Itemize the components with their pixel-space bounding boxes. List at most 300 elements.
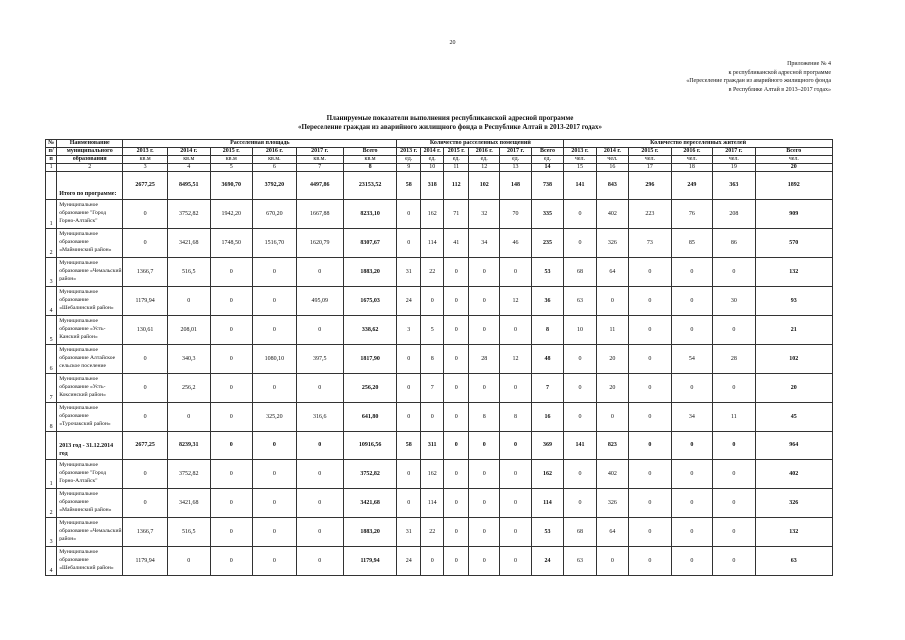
row-number-text: 8 [49,424,53,430]
value-cell: 223 [629,200,672,229]
table-header [46,140,833,172]
value-cell: 964 [755,432,832,460]
row-number-text: 3 [49,279,53,285]
value-cell: 0 [629,518,672,547]
value-cell: 102 [755,345,832,374]
value-cell: 0 [596,287,628,316]
row-number-text: 4 [49,308,53,314]
value-cell: 0 [210,489,253,518]
table-row [46,460,833,489]
value-cell: 132 [755,518,832,547]
value-cell: 0 [296,258,343,287]
value-cell: 0 [629,432,672,460]
value-cell: 41 [444,229,469,258]
row-number-text: 2 [49,250,53,256]
municipality-name: Муниципальное образование «Усть-Канский район» [57,316,123,345]
header-rooms-group: Количество расселенных помещений [397,140,564,148]
header-column-number: 15 [564,164,596,172]
value-cell: 0 [564,229,596,258]
header-unit: чел. [629,156,672,164]
header-column-number: 17 [629,164,672,172]
header-year: Всего [531,148,564,156]
row-number-text: 6 [49,366,53,372]
header-column-number: 4 [167,164,210,172]
table-row [46,345,833,374]
table-row [46,547,833,576]
value-cell: 0 [469,460,500,489]
header-no: № [46,140,57,148]
municipality-name: Муниципальное образование «Шебалинский район» [57,547,123,576]
value-cell: 1080,10 [253,345,297,374]
document-title [120,114,780,132]
value-cell: 2677,25 [123,172,168,200]
value-cell: 162 [531,460,564,489]
header-year: 2016 г. [469,148,500,156]
header-unit: чел. [713,156,756,164]
value-cell: 0 [444,547,469,576]
row-number [46,460,57,489]
value-cell: 1366,7 [123,258,168,287]
value-cell: 8239,31 [167,432,210,460]
value-cell: 0 [253,547,297,576]
value-cell: 31 [397,258,421,287]
value-cell: 24 [397,287,421,316]
value-cell: 0 [564,403,596,432]
value-cell: 0 [210,403,253,432]
header-year: 2016 г. [671,148,712,156]
value-cell: 11 [713,403,756,432]
value-cell: 141 [564,432,596,460]
value-cell: 73 [629,229,672,258]
header-unit: ед. [397,156,421,164]
value-cell: 0 [210,460,253,489]
header-column-number: 9 [397,164,421,172]
value-cell: 249 [671,172,712,200]
value-cell: 1179,94 [123,287,168,316]
row-number-text: 2 [49,510,53,516]
value-cell: 0 [253,374,297,403]
value-cell: 0 [671,287,712,316]
municipality-name: Муниципальное образование «Чемальский район» [57,258,123,287]
value-cell: 22 [420,258,444,287]
header-column-number: 5 [210,164,253,172]
header-column-number: 12 [469,164,500,172]
value-cell: 162 [420,460,444,489]
value-cell: 10 [564,316,596,345]
row-number [46,403,57,432]
value-cell: 0 [671,316,712,345]
value-cell: 0 [210,432,253,460]
value-cell: 0 [253,287,297,316]
header-unit: ед. [500,156,531,164]
header-year: 2013 г. [564,148,596,156]
header-year: 2015 г. [629,148,672,156]
value-cell: 0 [629,547,672,576]
header-column-number: 10 [420,164,444,172]
header-no: п/ [46,148,57,156]
value-cell: 1179,94 [343,547,397,576]
value-cell: 402 [596,460,628,489]
value-cell: 5 [420,316,444,345]
value-cell: 1883,20 [343,518,397,547]
value-cell: 11 [596,316,628,345]
value-cell: 12 [500,287,531,316]
value-cell: 0 [167,547,210,576]
appendix-line: «Переселение граждан из аварийного жилищного фонда [686,78,831,84]
value-cell: 46 [500,229,531,258]
value-cell: 0 [296,316,343,345]
municipality-name: Муниципальное образование «Майминский район» [57,489,123,518]
value-cell: 0 [444,374,469,403]
header-column-number: 6 [253,164,297,172]
value-cell: 738 [531,172,564,200]
row-number-text: 4 [49,568,53,574]
row-number [46,518,57,547]
value-cell: 3421,68 [167,489,210,518]
value-cell: 0 [397,374,421,403]
value-cell: 0 [210,316,253,345]
row-number [46,258,57,287]
value-cell: 0 [167,403,210,432]
row-number [46,345,57,374]
value-cell: 32 [469,200,500,229]
header-column-number: 7 [296,164,343,172]
value-cell: 28 [469,345,500,374]
header-column-number: 11 [444,164,469,172]
value-cell: 48 [531,345,564,374]
value-cell: 132 [755,258,832,287]
value-cell: 4497,86 [296,172,343,200]
value-cell: 7 [531,374,564,403]
header-year: 2014 г. [420,148,444,156]
value-cell: 0 [444,316,469,345]
value-cell: 31 [397,518,421,547]
value-cell: 20 [596,345,628,374]
municipality-name: Муниципальное образование «Усть-Коксинский район» [57,374,123,403]
value-cell: 843 [596,172,628,200]
header-unit: кв.м [343,156,397,164]
value-cell: 8495,51 [167,172,210,200]
value-cell: 0 [210,547,253,576]
value-cell: 21 [755,316,832,345]
row-number [46,200,57,229]
header-column-number: 3 [123,164,168,172]
value-cell: 30 [713,287,756,316]
appendix-line: в Республике Алтай в 2013–2017 годах» [728,86,831,93]
header-unit: кв.м [210,156,253,164]
value-cell: 0 [210,374,253,403]
value-cell: 76 [671,200,712,229]
header-name: Наименование [57,140,123,148]
value-cell: 0 [629,258,672,287]
value-cell: 208,01 [167,316,210,345]
value-cell: 256,2 [167,374,210,403]
row-number-text: 1 [49,481,53,487]
value-cell: 85 [671,229,712,258]
value-cell: 0 [123,374,168,403]
value-cell: 0 [564,489,596,518]
value-cell: 0 [397,460,421,489]
value-cell: 0 [671,258,712,287]
value-cell: 326 [596,489,628,518]
value-cell: 0 [253,489,297,518]
value-cell: 8 [500,403,531,432]
value-cell: 3752,82 [167,200,210,229]
value-cell: 0 [210,287,253,316]
value-cell: 58 [397,172,421,200]
header-people-group: Количество переселенных жителей [564,140,833,148]
value-cell: 0 [444,518,469,547]
header-column-number: 1 [46,164,57,172]
value-cell: 1817,90 [343,345,397,374]
value-cell: 102 [469,172,500,200]
value-cell: 7 [420,374,444,403]
value-cell: 0 [671,547,712,576]
value-cell: 0 [397,403,421,432]
row-number-text: 3 [49,539,53,545]
value-cell: 16 [531,403,564,432]
header-year: 2016 г. [253,148,297,156]
value-cell: 0 [500,518,531,547]
value-cell: 0 [713,432,756,460]
header-name: образования [57,156,123,164]
value-cell: 3752,82 [343,460,397,489]
value-cell: 0 [167,287,210,316]
municipality-name: Муниципальное образование «Шебалинский район» [57,287,123,316]
value-cell: 325,20 [253,403,297,432]
value-cell: 24 [531,547,564,576]
value-cell: 326 [755,489,832,518]
value-cell: 8233,10 [343,200,397,229]
value-cell: 0 [397,229,421,258]
value-cell: 570 [755,229,832,258]
value-cell: 20 [755,374,832,403]
header-year: 2013 г. [123,148,168,156]
value-cell: 516,5 [167,518,210,547]
value-cell: 36 [531,287,564,316]
table-row [46,403,833,432]
value-cell: 93 [755,287,832,316]
value-cell: 86 [713,229,756,258]
header-unit: ед. [531,156,564,164]
value-cell: 0 [123,460,168,489]
value-cell: 0 [296,432,343,460]
value-cell: 0 [253,258,297,287]
header-column-number: 16 [596,164,628,172]
header-year: 2017 г. [713,148,756,156]
row-number [46,172,57,200]
value-cell: 1179,94 [123,547,168,576]
value-cell: 63 [564,547,596,576]
value-cell: 0 [671,518,712,547]
municipality-name: 2013 год - 31.12.2014 год [57,432,123,460]
value-cell: 296 [629,172,672,200]
value-cell: 0 [469,316,500,345]
value-cell: 516,5 [167,258,210,287]
municipality-name: Муниципальное образование "Город Горно-Алтайск" [57,460,123,489]
municipality-name: Муниципальное образование Алтайское сельское поселение [57,345,123,374]
value-cell: 0 [210,258,253,287]
value-cell: 45 [755,403,832,432]
value-cell: 340,3 [167,345,210,374]
header-year: 2017 г. [500,148,531,156]
value-cell: 0 [713,258,756,287]
value-cell: 670,20 [253,200,297,229]
value-cell: 0 [210,345,253,374]
value-cell: 0 [500,460,531,489]
value-cell: 1748,50 [210,229,253,258]
value-cell: 3792,20 [253,172,297,200]
value-cell: 8307,67 [343,229,397,258]
value-cell: 0 [469,287,500,316]
value-cell: 1366,7 [123,518,168,547]
value-cell: 28 [713,345,756,374]
period-row [46,432,833,460]
value-cell: 34 [469,229,500,258]
value-cell: 0 [469,432,500,460]
value-cell: 54 [671,345,712,374]
value-cell: 0 [713,489,756,518]
value-cell: 0 [123,345,168,374]
value-cell: 1942,20 [210,200,253,229]
value-cell: 0 [500,432,531,460]
value-cell: 0 [444,287,469,316]
header-year: 2014 г. [167,148,210,156]
value-cell: 0 [444,489,469,518]
value-cell: 402 [755,460,832,489]
value-cell: 1620,79 [296,229,343,258]
header-no: п [46,156,57,164]
table-row [46,374,833,403]
value-cell: 1883,20 [343,258,397,287]
header-column-number: 18 [671,164,712,172]
value-cell: 363 [713,172,756,200]
value-cell: 0 [296,489,343,518]
value-cell: 53 [531,258,564,287]
value-cell: 369 [531,432,564,460]
value-cell: 0 [596,547,628,576]
value-cell: 70 [500,200,531,229]
table-row [46,229,833,258]
value-cell: 326 [596,229,628,258]
value-cell: 0 [253,518,297,547]
value-cell: 909 [755,200,832,229]
value-cell: 114 [420,489,444,518]
value-cell: 0 [564,460,596,489]
appendix-line: к республиканской адресной программе [728,69,831,76]
value-cell: 3690,70 [210,172,253,200]
header-area-group: Расселенная площадь [123,140,397,148]
value-cell: 397,5 [296,345,343,374]
value-cell: 68 [564,258,596,287]
value-cell: 0 [469,489,500,518]
value-cell: 0 [629,287,672,316]
value-cell: 0 [444,460,469,489]
value-cell: 0 [397,200,421,229]
value-cell: 402 [596,200,628,229]
value-cell: 22 [420,518,444,547]
value-cell: 0 [444,345,469,374]
header-year: 2015 г. [210,148,253,156]
indicators-table [45,139,833,576]
table-row [46,316,833,345]
page-number: 20 [449,40,456,46]
header-year: Всего [755,148,832,156]
row-number [46,316,57,345]
value-cell: 0 [713,374,756,403]
value-cell: 114 [531,489,564,518]
value-cell: 0 [296,518,343,547]
value-cell: 0 [564,374,596,403]
value-cell: 0 [671,374,712,403]
header-year: 2013 г. [397,148,421,156]
value-cell: 23153,52 [343,172,397,200]
total-row [46,172,833,200]
value-cell: 0 [500,547,531,576]
value-cell: 141 [564,172,596,200]
header-unit: ед. [420,156,444,164]
row-number [46,547,57,576]
title-line: «Переселение граждан из аварийного жилищного фонда в Республике Алтай в 2013-2017 годах» [297,123,603,131]
value-cell: 0 [469,518,500,547]
municipality-name: Муниципальное образование "Город Горно-Алтайск" [57,200,123,229]
header-unit: кв.м. [253,156,297,164]
value-cell: 0 [253,432,297,460]
row-number [46,489,57,518]
value-cell: 0 [500,489,531,518]
value-cell: 0 [420,547,444,576]
header-name: муниципального [57,148,123,156]
row-number [46,374,57,403]
value-cell: 8 [420,345,444,374]
value-cell: 495,09 [296,287,343,316]
value-cell: 0 [500,374,531,403]
appendix-line: Приложение № 4 [787,61,831,67]
value-cell: 24 [397,547,421,576]
value-cell: 0 [123,489,168,518]
appendix-note [686,60,831,94]
value-cell: 0 [629,345,672,374]
value-cell: 0 [397,489,421,518]
value-cell: 235 [531,229,564,258]
municipality-name: Итого по программе: [57,172,123,200]
value-cell: 0 [564,200,596,229]
value-cell: 1516,70 [253,229,297,258]
header-column-number: 20 [755,164,832,172]
value-cell: 0 [253,460,297,489]
value-cell: 0 [420,287,444,316]
value-cell: 0 [397,345,421,374]
row-number-text: 5 [49,337,53,343]
row-number [46,287,57,316]
value-cell: 64 [596,518,628,547]
value-cell: 10916,56 [343,432,397,460]
value-cell: 256,20 [343,374,397,403]
header-unit: ед. [469,156,500,164]
value-cell: 0 [629,489,672,518]
municipality-name: Муниципальное образование «Чемальский район» [57,518,123,547]
value-cell: 0 [671,460,712,489]
value-cell: 63 [564,287,596,316]
table-row [46,258,833,287]
table-row [46,287,833,316]
table-body [46,172,833,576]
value-cell: 2677,25 [123,432,168,460]
value-cell: 71 [444,200,469,229]
value-cell: 1675,03 [343,287,397,316]
value-cell: 3421,68 [343,489,397,518]
value-cell: 3421,68 [167,229,210,258]
